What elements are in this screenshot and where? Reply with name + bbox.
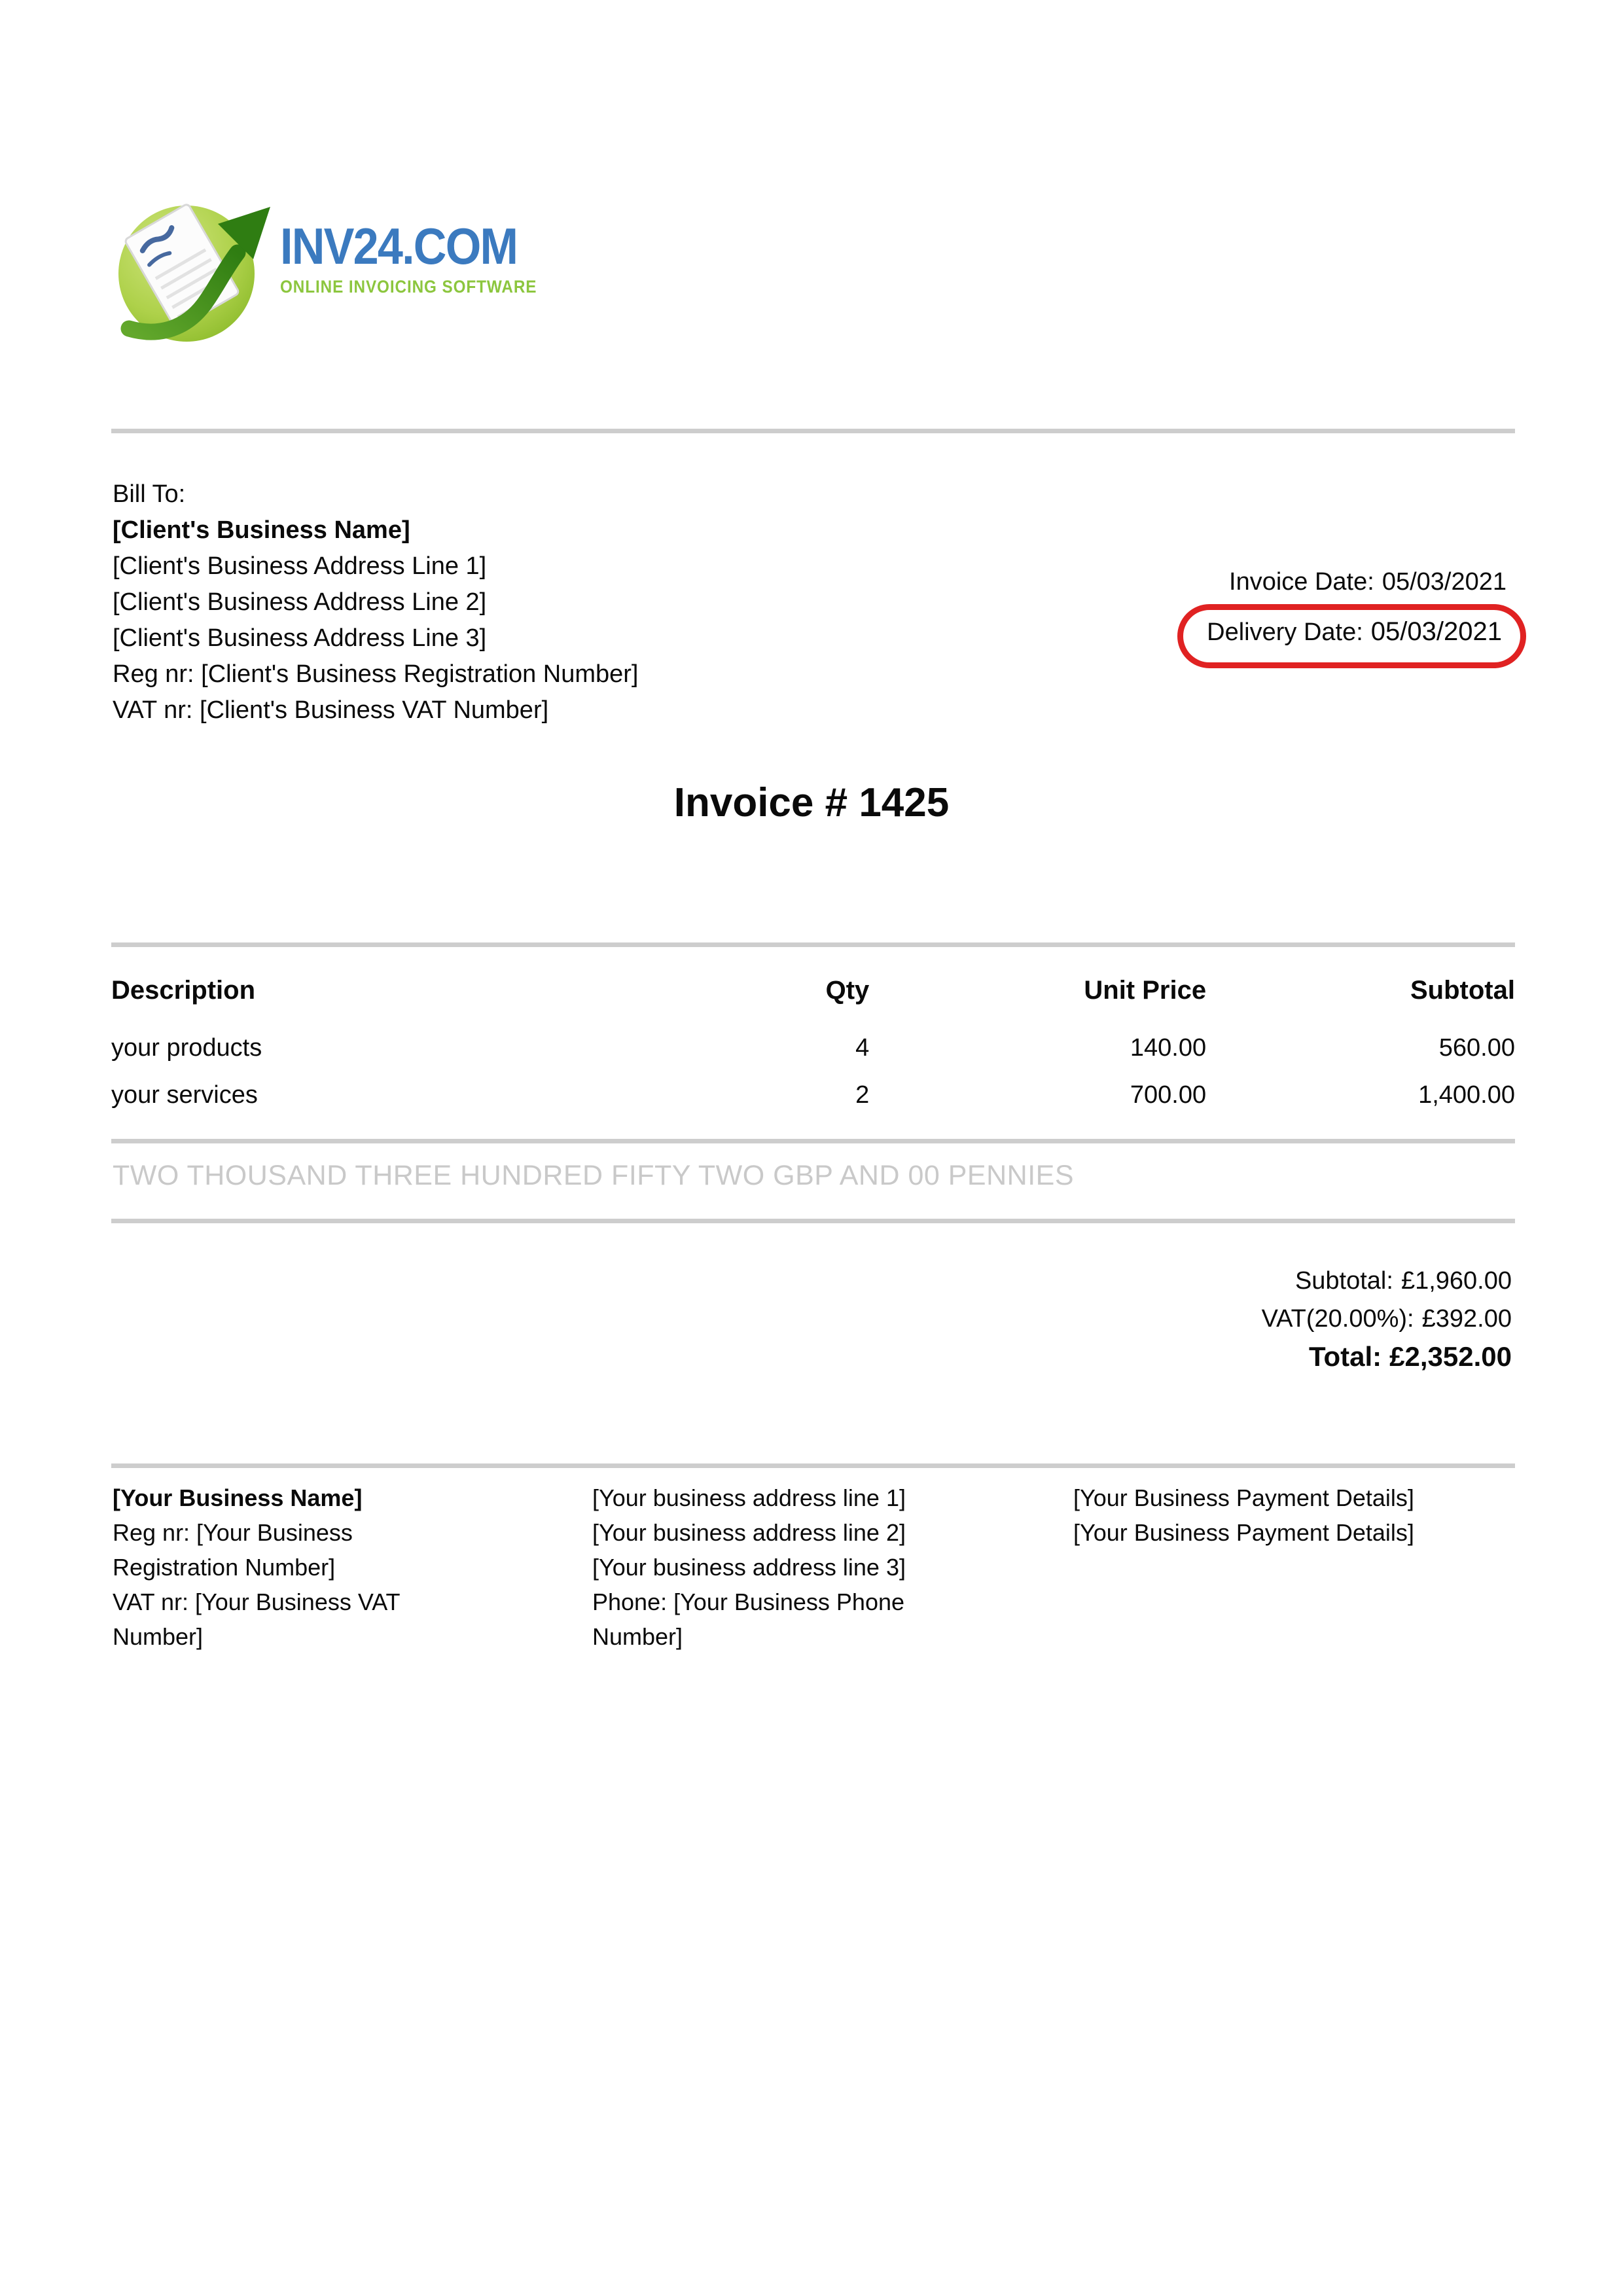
client-reg-number: Reg nr: [Client's Business Registration Number] <box>113 660 639 688</box>
seller-phone: Phone: [Your Business Phone Number] <box>592 1588 905 1650</box>
subtotal-line <box>1262 1262 1512 1300</box>
vat-value: £392.00 <box>1421 1305 1512 1333</box>
item-subtotal: 560.00 <box>1438 1034 1515 1062</box>
divider-top <box>111 429 1515 433</box>
invoice-date-value: 05/03/2021 <box>1382 568 1507 596</box>
seller-vat-number: VAT nr: [Your Business VAT Number] <box>113 1588 400 1650</box>
client-address-line-3: [Client's Business Address Line 3] <box>113 624 487 652</box>
divider-above-words <box>111 1139 1515 1143</box>
brand-tagline: ONLINE INVOICING SOFTWARE <box>280 277 537 296</box>
totals-section <box>1262 1262 1512 1376</box>
table-row <box>111 1079 1515 1111</box>
item-unit-price: 140.00 <box>1130 1034 1207 1062</box>
invoice-title: Invoice # 1425 <box>673 780 950 825</box>
bill-to-label: Bill To: <box>113 480 186 508</box>
seller-address-line-2: [Your business address line 2] <box>592 1519 906 1546</box>
inv24-logo-icon <box>108 190 275 344</box>
total-value: £2,352.00 <box>1389 1341 1512 1372</box>
table-row <box>111 1031 1515 1064</box>
client-address-line-1: [Client's Business Address Line 1] <box>113 552 487 580</box>
brand-name: INV24.COM <box>280 217 518 275</box>
seller-identity-column <box>113 1480 404 1654</box>
delivery-date-label: Delivery Date: <box>1207 619 1363 646</box>
col-header-subtotal: Subtotal <box>1410 976 1515 1005</box>
client-vat-number: VAT nr: [Client's Business VAT Number] <box>113 696 549 724</box>
item-description: your services <box>111 1081 258 1109</box>
seller-payment-column <box>1073 1480 1525 1550</box>
seller-address-line-3: [Your business address line 3] <box>592 1554 906 1581</box>
total-label: Total: <box>1308 1341 1382 1372</box>
item-qty: 2 <box>855 1081 870 1109</box>
line-items-table <box>111 974 1515 1111</box>
seller-payment-details: [Your Business Payment Details] <box>1073 1519 1414 1546</box>
logo-text-block <box>280 217 537 297</box>
seller-reg-number: Reg nr: [Your Business Registration Number] <box>113 1519 353 1581</box>
dates-section <box>1177 564 1526 668</box>
item-description: your products <box>111 1034 262 1062</box>
vat-label: VAT(20.00%): <box>1261 1305 1414 1333</box>
divider-footer <box>111 1463 1515 1468</box>
seller-address-line-1: [Your business address line 1] <box>592 1484 906 1511</box>
delivery-date-highlight <box>1177 604 1526 668</box>
col-header-description: Description <box>111 976 256 1005</box>
divider-below-words <box>111 1219 1515 1223</box>
subtotal-value: £1,960.00 <box>1400 1267 1512 1295</box>
item-subtotal: 1,400.00 <box>1418 1081 1515 1109</box>
seller-address-column <box>592 1480 949 1654</box>
invoice-date-line <box>1177 564 1526 600</box>
client-name: [Client's Business Name] <box>113 516 410 544</box>
col-header-unit-price: Unit Price <box>1084 976 1207 1005</box>
table-header-row <box>111 974 1515 1007</box>
invoice-date-label: Invoice Date: <box>1229 568 1374 596</box>
seller-name: [Your Business Name] <box>113 1484 363 1511</box>
subtotal-label: Subtotal: <box>1294 1267 1393 1295</box>
item-unit-price: 700.00 <box>1130 1081 1207 1109</box>
vat-line <box>1262 1300 1512 1338</box>
bill-to-section <box>113 476 1061 728</box>
delivery-date-value: 05/03/2021 <box>1370 617 1502 646</box>
col-header-qty: Qty <box>825 976 870 1005</box>
item-qty: 4 <box>855 1034 870 1062</box>
client-address-line-2: [Client's Business Address Line 2] <box>113 588 487 616</box>
amount-in-words: TWO THOUSAND THREE HUNDRED FIFTY TWO GBP AND 00 PENNIES <box>113 1160 1075 1191</box>
divider-above-table <box>111 942 1515 947</box>
seller-payment-details: [Your Business Payment Details] <box>1073 1484 1414 1511</box>
total-line <box>1262 1338 1512 1376</box>
